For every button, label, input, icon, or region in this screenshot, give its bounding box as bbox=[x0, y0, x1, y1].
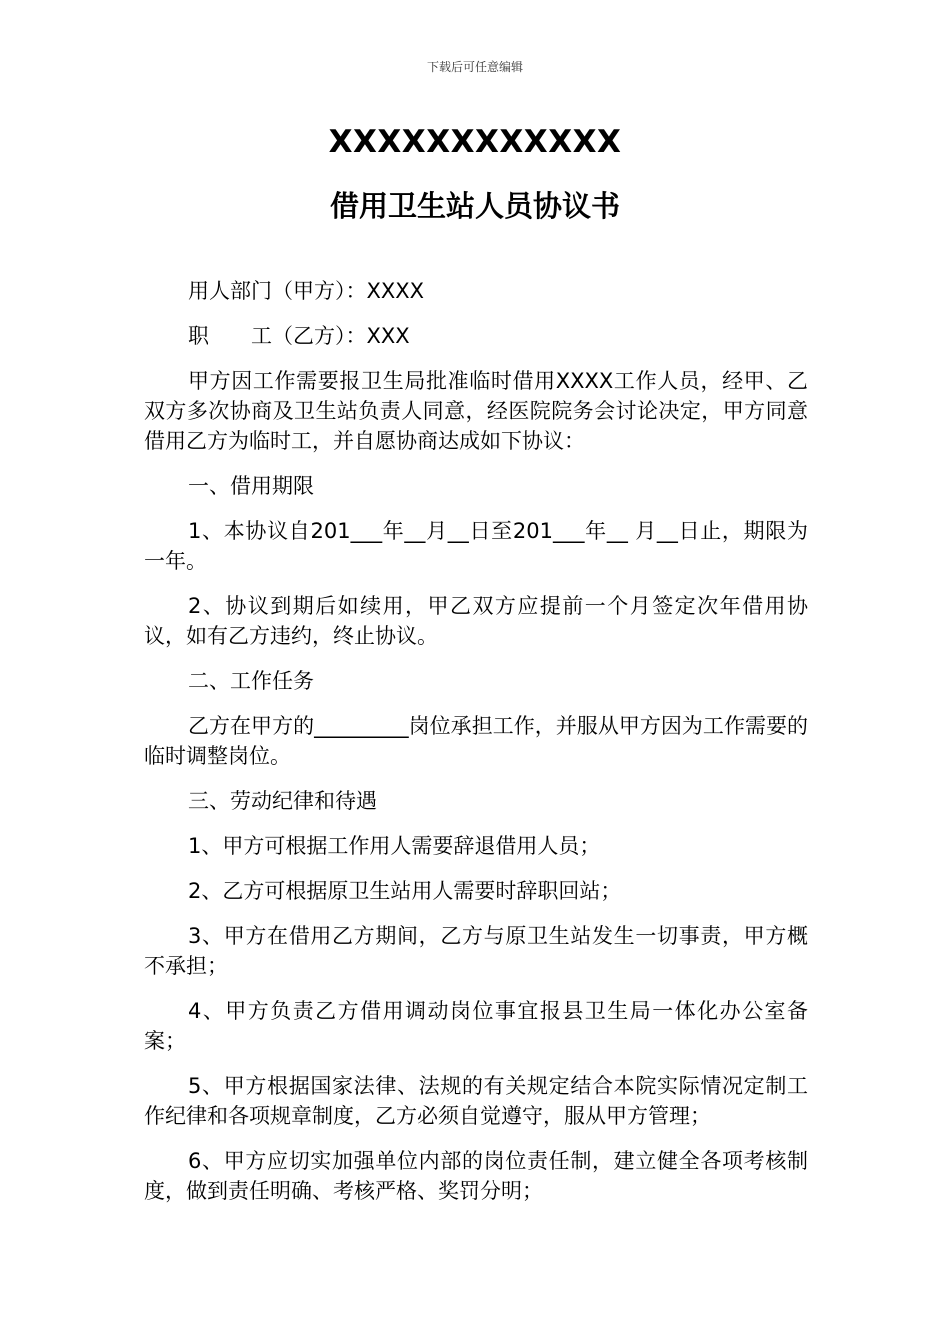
clause-tasks: 乙方在甲方的_________岗位承担工作，并服从甲方因为工作需要的临时调整岗位。 bbox=[144, 714, 808, 768]
document-title-code: XXXXXXXXXXXX bbox=[328, 124, 622, 160]
clause-discipline-6: 6、甲方应切实加强单位内部的岗位责任制，建立健全各项考核制度，做到责任明确、考核严格、奖罚分明； bbox=[144, 1149, 808, 1203]
section-heading-term: 一、借用期限 bbox=[188, 474, 314, 498]
document-body bbox=[144, 276, 808, 1221]
party-b-line: 职 工（乙方）：XXX bbox=[188, 324, 410, 348]
section-heading-discipline: 三、劳动纪律和待遇 bbox=[188, 789, 377, 813]
clause-discipline-5: 5、甲方根据国家法律、法规的有关规定结合本院实际情况定制工作纪律和各项规章制度，乙方必须自觉遵守，服从甲方管理； bbox=[144, 1074, 808, 1128]
header-note: 下载后可任意编辑 bbox=[426, 60, 523, 74]
section-heading-tasks: 二、工作任务 bbox=[188, 669, 314, 693]
intro-paragraph: 甲方因工作需要报卫生局批准临时借用XXXX工作人员，经甲、乙双方多次协商及卫生站负责人同意，经医院院务会讨论决定，甲方同意借用乙方为临时工，并自愿协商达成如下协议： bbox=[144, 369, 808, 453]
clause-discipline-2: 2、乙方可根据原卫生站用人需要时辞职回站； bbox=[188, 879, 622, 903]
clause-discipline-4: 4、甲方负责乙方借用调动岗位事宜报县卫生局一体化办公室备案； bbox=[144, 999, 808, 1053]
clause-discipline-1: 1、甲方可根据工作用人需要辞退借用人员； bbox=[188, 834, 601, 858]
clause-term-2: 2、协议到期后如续用，甲乙双方应提前一个月签定次年借用协议，如有乙方违约，终止协议。 bbox=[144, 594, 808, 648]
clause-term-1: 1、本协议自201___年__月__日至201___年__ 月__日止，期限为一年。 bbox=[144, 519, 808, 573]
clause-discipline-3: 3、甲方在借用乙方期间，乙方与原卫生站发生一切事责，甲方概不承担； bbox=[144, 924, 808, 978]
party-a-line: 用人部门（甲方）：XXXX bbox=[188, 279, 425, 303]
document-title: 借用卫生站人员协议书 bbox=[329, 189, 620, 223]
